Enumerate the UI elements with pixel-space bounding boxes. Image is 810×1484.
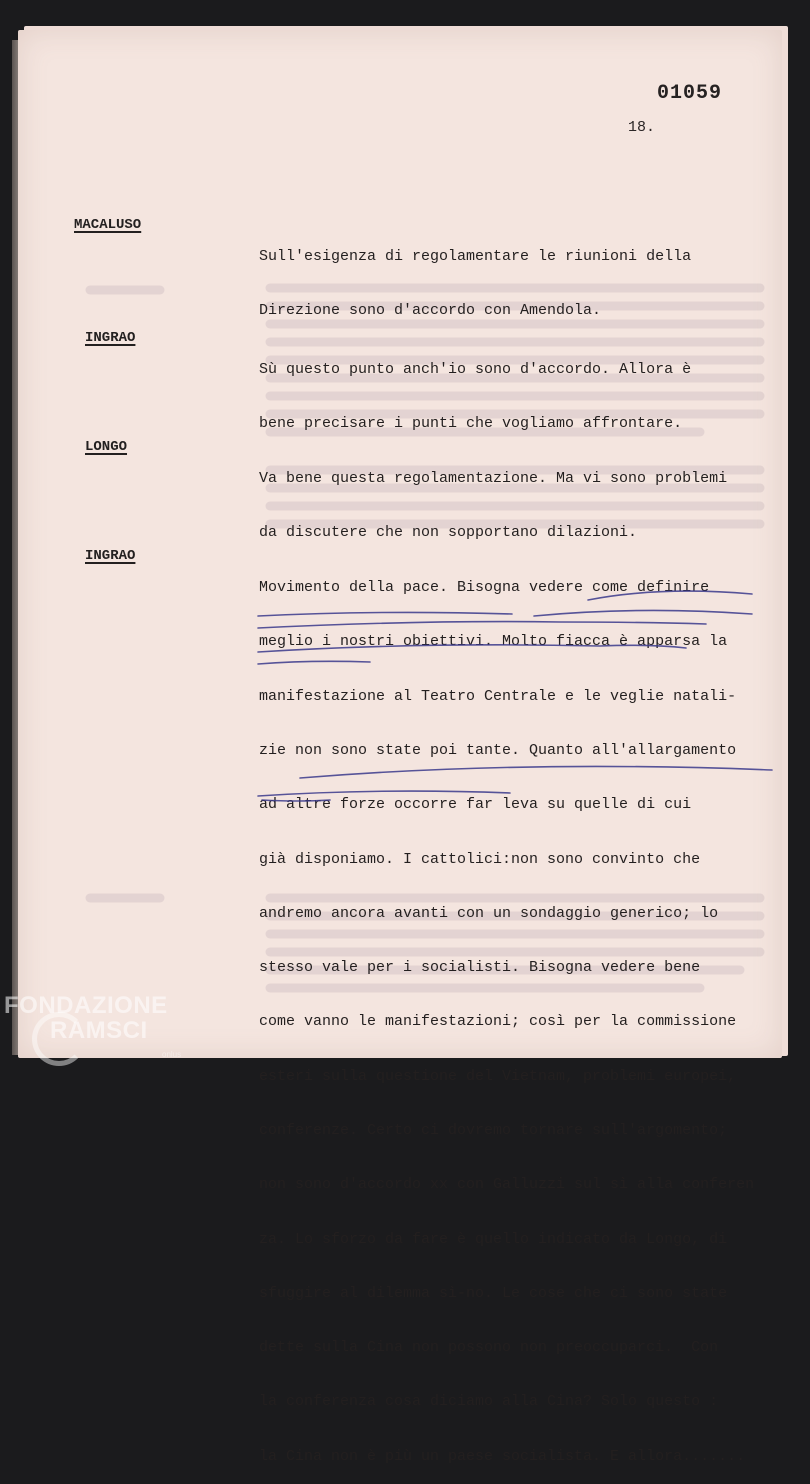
watermark-line2: RAMSCI [50,1017,148,1044]
speech-line: meglio i nostri obiettivi. Molto fiacca è apparsa la [259,633,728,651]
speech-line: stesso vale per i socialisti. Bisogna vedere bene [259,959,701,977]
speech-line: ad altre forze occorre far leva su quelle di cui [259,796,692,814]
speech-line: za. Lo sforzo da fare è quello indicato da Longo, di [259,1230,728,1248]
watermark-line3: onlus [162,1050,182,1059]
speech-block-ingrao-2 [259,543,779,1484]
speaker-ingrao-2: INGRAO [85,548,136,564]
speech-line: dette sulla Cina non possono non preoccuparci. Con [259,1339,719,1357]
page-number: 18. [628,119,656,136]
speech-line: zie non sono state poi tante. Quanto all'allargamento [259,742,737,760]
speech-line: la conferenza cosa diciamo alla Cina? Solo questo : [259,1393,719,1411]
speech-line: Direzione sono d'accordo con Amendola. [259,302,602,320]
speaker-ingrao-1: INGRAO [85,330,136,346]
speech-line: esteri sulla questione del Vietnam, problemi europei, [259,1067,737,1085]
document-number: 01059 [657,82,723,105]
speech-block-longo [259,434,779,561]
speech-line: già disponiamo. I cattolici:non sono convinto che [259,850,701,868]
speech-line: Sù questo punto anch'io sono d'accordo. Allora è [259,361,692,379]
speech-line: Sull'esigenza di regolamentare le riunioni della [259,248,692,266]
speaker-longo: LONGO [85,439,128,455]
speech-block-ingrao-1 [259,325,779,452]
speech-line: Movimento della pace. Bisogna vedere come definire [259,579,710,597]
speech-line: manifestazione al Teatro Centrale e le veglie natali- [259,687,737,705]
speech-line: bene precisare i punti che vogliamo affrontare. [259,415,683,433]
speech-line: sfuggire al dilemma sì-no. Le cose che ci sono state [259,1284,728,1302]
speech-block-macaluso [259,212,779,339]
speech-line: da discutere che non sopportano dilazioni. [259,524,638,542]
speech-line: la Cina non è più un paese socialista. E allora....... [259,1447,746,1465]
watermark-line1: FONDAZIONE [4,992,168,1019]
speech-line: Va bene questa regolamentazione. Ma vi sono problemi [259,470,728,488]
speech-line: conferenze. Certo ci dovremo tornare sull'argomento; [259,1122,728,1139]
speech-line: non sono d'accordo xx con Galluzzi sul sì alla conferen [259,1176,755,1194]
speech-line: andremo ancora avanti con un sondaggio generico; lo [259,904,719,922]
speaker-macaluso: MACALUSO [74,217,142,233]
speech-line: come vanno le manifestazioni; così per la commissione [259,1013,737,1031]
